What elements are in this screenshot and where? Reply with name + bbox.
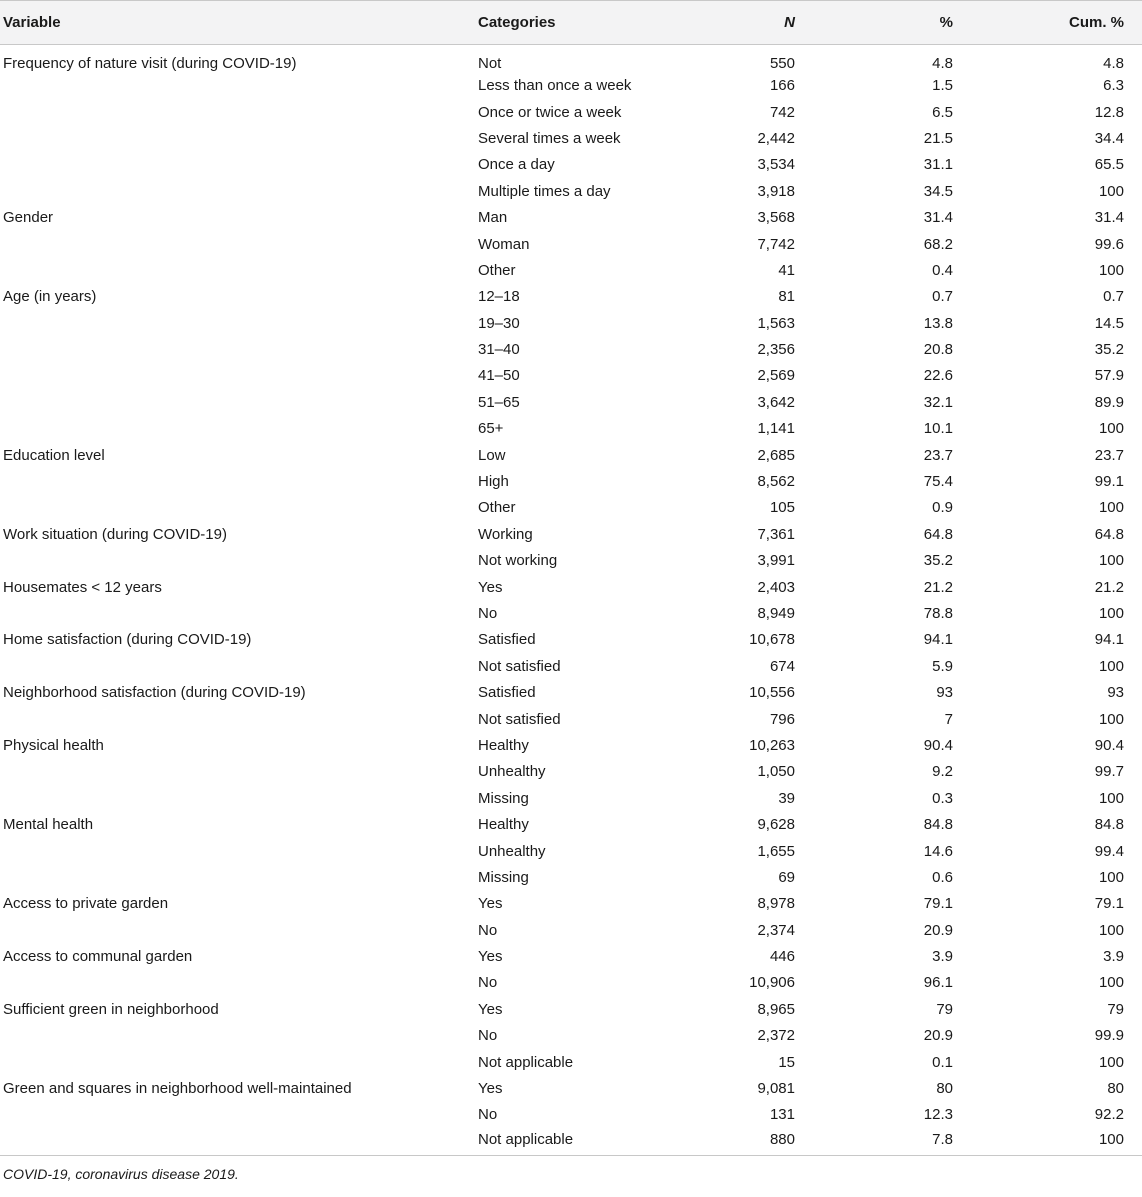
table-row <box>0 231 1142 257</box>
cell-percent: 93 <box>936 684 953 702</box>
cell-variable: Mental health <box>3 816 94 834</box>
cell-n: 2,372 <box>757 1027 795 1045</box>
header-variable: Variable <box>0 1 474 45</box>
table-row <box>0 337 1142 363</box>
cell-cumulative-percent: 14.5 <box>1094 314 1124 332</box>
cell-category: 31–40 <box>478 341 520 359</box>
cell-variable <box>0 416 474 442</box>
cell-variable <box>0 1102 474 1128</box>
cell-cumulative-percent: 100 <box>1098 1053 1124 1071</box>
cell-variable <box>0 1023 474 1049</box>
cell-percent: 7 <box>944 710 953 728</box>
cell-category: Missing <box>478 868 529 886</box>
cell-percent: 68.2 <box>923 235 953 253</box>
cell-percent: 23.7 <box>923 446 953 464</box>
table-row <box>0 891 1142 917</box>
cell-n: 2,442 <box>757 129 795 147</box>
cell-cumulative-percent: 100 <box>1098 868 1124 886</box>
cell-variable <box>0 311 474 337</box>
cell-cumulative-percent: 100 <box>1098 605 1124 622</box>
table-row <box>0 944 1142 970</box>
cell-n: 9,628 <box>757 816 795 834</box>
table-row <box>0 970 1142 996</box>
cell-percent: 35.2 <box>923 552 953 570</box>
cell-cumulative-percent: 100 <box>1098 657 1124 675</box>
cell-n: 7,361 <box>757 525 795 543</box>
cell-variable <box>0 469 474 495</box>
table-row <box>0 442 1142 468</box>
cell-variable <box>0 1049 474 1075</box>
cell-category: Once or twice a week <box>478 103 622 121</box>
cell-n: 3,642 <box>757 393 795 411</box>
cell-cumulative-percent: 79 <box>1107 1000 1124 1018</box>
cell-category: Satisfied <box>478 684 536 702</box>
table-row <box>0 1102 1142 1128</box>
cell-percent: 84.8 <box>923 816 953 834</box>
cell-cumulative-percent: 100 <box>1098 974 1124 992</box>
cell-n: 674 <box>769 657 795 675</box>
cell-cumulative-percent: 99.9 <box>1094 1027 1124 1045</box>
cell-variable <box>0 759 474 785</box>
table-row <box>0 574 1142 600</box>
cell-variable <box>0 1129 474 1155</box>
cell-cumulative-percent: 0.7 <box>1103 288 1124 306</box>
cell-percent: 5.9 <box>932 657 953 675</box>
cell-n: 3,568 <box>757 209 795 227</box>
cell-percent: 4.8 <box>932 55 953 72</box>
cell-n: 131 <box>769 1106 795 1124</box>
cell-percent: 12.3 <box>923 1106 953 1124</box>
cell-percent: 0.9 <box>932 499 953 517</box>
cell-category: Not applicable <box>474 1129 704 1155</box>
header-row <box>0 1 1142 45</box>
cell-variable <box>0 706 474 732</box>
cell-variable: Home satisfaction (during COVID-19) <box>3 631 252 649</box>
table-footnote: COVID-19, coronavirus disease 2019. <box>3 1165 239 1182</box>
cell-variable: Housemates < 12 years <box>3 578 162 596</box>
header-n: N <box>704 1 801 45</box>
cell-n: 1,141 <box>757 420 795 438</box>
table-row <box>0 126 1142 152</box>
cell-percent: 20.8 <box>923 341 953 359</box>
cell-category: No <box>478 605 498 622</box>
cell-variable <box>0 152 474 178</box>
table-row <box>0 469 1142 495</box>
cell-cumulative-percent: 79.1 <box>1094 895 1124 913</box>
cell-variable <box>0 601 474 627</box>
cell-variable <box>0 73 474 99</box>
cell-variable <box>0 918 474 944</box>
table-row <box>0 390 1142 416</box>
cell-category: Several times a week <box>478 129 621 147</box>
cell-variable: Gender <box>3 209 54 227</box>
table-row <box>0 865 1142 891</box>
cell-cumulative-percent: 99.6 <box>1094 235 1124 253</box>
cell-n: 1,563 <box>757 314 795 332</box>
cell-percent: 20.9 <box>923 1027 953 1045</box>
cell-percent: 3.9 <box>932 948 953 966</box>
table-row <box>0 706 1142 732</box>
cell-category: Working <box>478 525 533 543</box>
cell-category: Unhealthy <box>478 842 546 860</box>
table-row <box>0 680 1142 706</box>
cell-n: 1,050 <box>757 763 795 781</box>
cell-n: 2,685 <box>757 446 795 464</box>
cell-category: Man <box>478 209 508 227</box>
table-row <box>0 284 1142 310</box>
cell-percent: 79.1 <box>923 895 953 913</box>
cell-n: 10,556 <box>749 684 795 702</box>
cell-cumulative-percent: 100 <box>1098 789 1124 807</box>
cell-category: 51–65 <box>478 393 520 411</box>
cell-n: 3,991 <box>757 552 795 570</box>
table-row <box>0 258 1142 284</box>
table-row <box>0 548 1142 574</box>
cell-category: Satisfied <box>478 631 536 649</box>
cell-percent: 14.6 <box>923 842 953 860</box>
cell-cumulative-percent: 64.8 <box>1094 525 1124 543</box>
table-row <box>0 311 1142 337</box>
cell-percent: 75.4 <box>923 473 953 491</box>
cell-variable <box>0 126 474 152</box>
cell-variable <box>0 865 474 891</box>
cell-variable: Access to communal garden <box>3 948 193 966</box>
cell-category: 41–50 <box>478 367 520 385</box>
cell-cumulative-percent: 100 <box>1098 552 1124 570</box>
table-row <box>0 1049 1142 1075</box>
cell-n: 39 <box>778 789 795 807</box>
cell-category: Not satisfied <box>478 657 561 675</box>
cell-cumulative-percent: 100 <box>1098 921 1124 939</box>
cell-category: Not working <box>478 552 558 570</box>
cell-category: Not <box>478 55 502 72</box>
table-row <box>0 416 1142 442</box>
cell-n: 550 <box>769 55 795 72</box>
cell-category: High <box>478 473 509 491</box>
cell-cumulative-percent: 23.7 <box>1094 446 1124 464</box>
cell-n: 10,678 <box>749 631 795 649</box>
cell-percent: 96.1 <box>923 974 953 992</box>
cell-category: No <box>478 921 498 939</box>
header-categories: Categories <box>474 1 704 45</box>
table-row <box>0 73 1142 99</box>
cell-percent: 0.7 <box>932 288 953 306</box>
cell-variable <box>0 495 474 521</box>
cell-category: Missing <box>478 789 529 807</box>
cell-cumulative-percent: 65.5 <box>1094 156 1124 174</box>
cell-n: 2,356 <box>757 341 795 359</box>
cell-cumulative-percent: 89.9 <box>1094 393 1124 411</box>
cell-variable: Education level <box>3 446 105 464</box>
cell-n: 3,534 <box>757 156 795 174</box>
table-row <box>0 522 1142 548</box>
cell-cumulative-percent: 100 <box>961 1129 1142 1155</box>
table-row <box>0 1023 1142 1049</box>
cell-cumulative-percent: 31.4 <box>1094 209 1124 227</box>
cell-variable <box>0 390 474 416</box>
cell-variable: Green and squares in neighborhood well-maintained <box>3 1080 352 1098</box>
table-row <box>0 997 1142 1023</box>
cell-variable <box>0 548 474 574</box>
cell-variable: Frequency of nature visit (during COVID-19) <box>3 55 297 72</box>
cell-cumulative-percent: 93 <box>1107 684 1124 702</box>
cell-variable <box>0 786 474 812</box>
cell-category: Unhealthy <box>478 763 546 781</box>
cell-cumulative-percent: 35.2 <box>1094 341 1124 359</box>
cell-percent: 80 <box>936 1080 953 1098</box>
cell-n: 2,403 <box>757 578 795 596</box>
cell-variable: Age (in years) <box>3 288 97 306</box>
cell-cumulative-percent: 21.2 <box>1094 578 1124 596</box>
cell-percent: 20.9 <box>923 921 953 939</box>
cell-category: Yes <box>478 895 503 913</box>
cell-n: 1,655 <box>757 842 795 860</box>
cell-cumulative-percent: 84.8 <box>1094 816 1124 834</box>
cell-cumulative-percent: 90.4 <box>1094 736 1124 754</box>
cell-percent: 0.3 <box>932 789 953 807</box>
cell-cumulative-percent: 4.8 <box>1103 55 1124 72</box>
table-row <box>0 812 1142 838</box>
cell-category: No <box>478 974 498 992</box>
cell-variable: Access to private garden <box>3 895 169 913</box>
cell-cumulative-percent: 34.4 <box>1094 129 1124 147</box>
cell-cumulative-percent: 80 <box>1107 1080 1124 1098</box>
cell-n: 81 <box>778 288 795 306</box>
table-row <box>0 179 1142 205</box>
cell-cumulative-percent: 12.8 <box>1094 103 1124 121</box>
cell-n: 10,263 <box>749 736 795 754</box>
table-row <box>0 601 1142 627</box>
cell-category: Less than once a week <box>478 77 632 95</box>
cell-percent: 0.6 <box>932 868 953 886</box>
table-header <box>0 1 1142 45</box>
cell-variable: Physical health <box>3 736 104 754</box>
cell-variable: Work situation (during COVID-19) <box>3 525 227 543</box>
table-row <box>0 759 1142 785</box>
cell-percent: 21.2 <box>923 578 953 596</box>
cell-cumulative-percent: 100 <box>1098 182 1124 200</box>
cell-cumulative-percent: 99.4 <box>1094 842 1124 860</box>
cell-category: Yes <box>478 1000 503 1018</box>
cell-category: 65+ <box>478 420 504 438</box>
cell-percent: 78.8 <box>923 605 953 622</box>
cell-percent: 7.8 <box>801 1129 961 1155</box>
cell-cumulative-percent: 100 <box>1098 420 1124 438</box>
table-row <box>0 205 1142 231</box>
table-row <box>0 654 1142 680</box>
cell-category: Other <box>478 499 516 517</box>
cell-cumulative-percent: 99.7 <box>1094 763 1124 781</box>
cell-cumulative-percent: 94.1 <box>1094 631 1124 649</box>
cell-percent: 64.8 <box>923 525 953 543</box>
cell-n: 105 <box>769 499 795 517</box>
cell-category: Yes <box>478 948 503 966</box>
cell-category: Other <box>478 261 516 279</box>
cell-cumulative-percent: 99.1 <box>1094 473 1124 491</box>
cell-n: 446 <box>769 948 795 966</box>
cell-percent: 6.5 <box>932 103 953 121</box>
cell-variable <box>0 970 474 996</box>
cell-n: 8,978 <box>757 895 795 913</box>
table-row <box>0 1129 1142 1155</box>
cell-category: Once a day <box>478 156 555 174</box>
cell-n: 2,569 <box>757 367 795 385</box>
header-cumulative-percent: Cum. % <box>961 1 1142 45</box>
cell-n: 166 <box>769 77 795 95</box>
table-row <box>0 152 1142 178</box>
cell-n: 3,918 <box>757 182 795 200</box>
cell-variable <box>0 838 474 864</box>
cell-cumulative-percent: 100 <box>1098 499 1124 517</box>
cell-cumulative-percent: 3.9 <box>1103 948 1124 966</box>
cell-n: 2,374 <box>757 921 795 939</box>
cell-percent: 0.4 <box>932 261 953 279</box>
cell-category: Not applicable <box>478 1053 574 1071</box>
cell-percent: 32.1 <box>923 393 953 411</box>
table-row <box>0 495 1142 521</box>
cell-percent: 10.1 <box>923 420 953 438</box>
cell-n: 742 <box>769 103 795 121</box>
table-row <box>0 733 1142 759</box>
table-body <box>0 45 1142 1156</box>
cell-category: Healthy <box>478 736 529 754</box>
cell-n: 41 <box>778 261 795 279</box>
table-row <box>0 786 1142 812</box>
table-row <box>0 99 1142 125</box>
table-row <box>0 1076 1142 1102</box>
table-row <box>0 363 1142 389</box>
cell-variable <box>0 337 474 363</box>
cell-category: Woman <box>478 235 530 253</box>
header-percent: % <box>801 1 961 45</box>
cell-percent: 1.5 <box>932 77 953 95</box>
cell-cumulative-percent: 57.9 <box>1094 367 1124 385</box>
cell-variable <box>0 179 474 205</box>
cell-category: Yes <box>478 1080 503 1098</box>
cell-percent: 34.5 <box>923 182 953 200</box>
cell-variable <box>0 654 474 680</box>
cell-percent: 31.1 <box>923 156 953 174</box>
cell-cumulative-percent: 6.3 <box>1103 77 1124 95</box>
cell-category: Not satisfied <box>478 710 561 728</box>
cell-cumulative-percent: 100 <box>1098 261 1124 279</box>
table-row <box>0 45 1142 74</box>
cell-percent: 94.1 <box>923 631 953 649</box>
cell-n: 8,562 <box>757 473 795 491</box>
cell-percent: 90.4 <box>923 736 953 754</box>
table-row <box>0 838 1142 864</box>
cell-category: 12–18 <box>478 288 520 306</box>
cell-cumulative-percent: 92.2 <box>1094 1106 1124 1124</box>
cell-category: No <box>478 1027 498 1045</box>
cell-n: 7,742 <box>757 235 795 253</box>
cell-variable <box>0 258 474 284</box>
table-row <box>0 918 1142 944</box>
cell-n: 69 <box>778 868 795 886</box>
cell-n: 796 <box>769 710 795 728</box>
cell-percent: 21.5 <box>923 129 953 147</box>
cell-variable <box>0 99 474 125</box>
cell-percent: 79 <box>936 1000 953 1018</box>
cell-n: 9,081 <box>757 1080 795 1098</box>
cell-n: 8,965 <box>757 1000 795 1018</box>
cell-category: Low <box>478 446 506 464</box>
cell-percent: 0.1 <box>932 1053 953 1071</box>
cell-percent: 13.8 <box>923 314 953 332</box>
table-row <box>0 627 1142 653</box>
cell-variable <box>0 363 474 389</box>
cell-category: No <box>478 1106 498 1124</box>
cell-percent: 22.6 <box>923 367 953 385</box>
cell-percent: 31.4 <box>923 209 953 227</box>
cell-category: Multiple times a day <box>478 182 611 200</box>
cell-n: 880 <box>704 1129 801 1155</box>
cell-category: Yes <box>478 578 503 596</box>
cell-variable: Neighborhood satisfaction (during COVID-19) <box>3 684 306 702</box>
cell-variable: Sufficient green in neighborhood <box>3 1000 219 1018</box>
cell-cumulative-percent: 100 <box>1098 710 1124 728</box>
cell-n: 10,906 <box>749 974 795 992</box>
cell-category: Healthy <box>478 816 529 834</box>
cell-n: 15 <box>778 1053 795 1071</box>
cell-percent: 9.2 <box>932 763 953 781</box>
cell-n: 8,949 <box>757 605 795 622</box>
cell-category: 19–30 <box>478 314 520 332</box>
cell-variable <box>0 231 474 257</box>
